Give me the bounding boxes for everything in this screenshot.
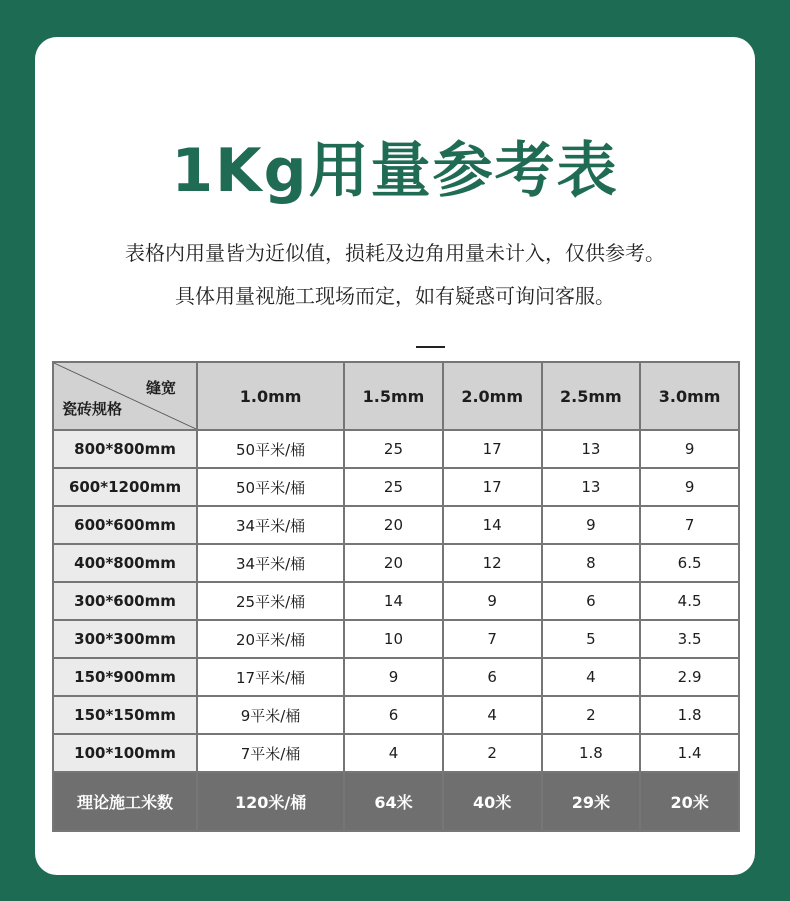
usage-value-cell: 50平米/桶 <box>198 469 343 505</box>
table-row <box>54 431 738 467</box>
header-cell: 1.0mm <box>198 363 343 429</box>
table-row <box>54 621 738 657</box>
usage-value-cell: 6.5 <box>641 545 738 581</box>
table-row <box>54 735 738 771</box>
usage-value-cell: 13 <box>543 431 640 467</box>
table-row <box>54 583 738 619</box>
usage-value-cell: 9 <box>543 507 640 543</box>
footer-value-cell: 40米 <box>444 773 541 830</box>
usage-value-cell: 17平米/桶 <box>198 659 343 695</box>
table-row <box>54 469 738 505</box>
usage-value-cell: 20平米/桶 <box>198 621 343 657</box>
tile-spec-cell: 100*100mm <box>54 735 196 771</box>
usage-value-cell: 5 <box>543 621 640 657</box>
usage-value-cell: 4 <box>345 735 442 771</box>
table-footer-row <box>54 773 738 830</box>
divider <box>416 346 445 348</box>
usage-value-cell: 4 <box>543 659 640 695</box>
usage-value-cell: 25 <box>345 469 442 505</box>
usage-value-cell: 34平米/桶 <box>198 545 343 581</box>
usage-value-cell: 6 <box>444 659 541 695</box>
tile-spec-cell: 150*900mm <box>54 659 196 695</box>
subtitle-line-2: 具体用量视施工现场而定，如有疑惑可询问客服。 <box>175 284 615 308</box>
tile-spec-cell: 300*300mm <box>54 621 196 657</box>
usage-value-cell: 1.8 <box>641 697 738 733</box>
footer-value-cell: 20米 <box>641 773 738 830</box>
footer-label-cell: 理论施工米数 <box>54 773 196 830</box>
usage-value-cell: 2.9 <box>641 659 738 695</box>
tile-spec-cell: 400*800mm <box>54 545 196 581</box>
tile-spec-cell: 800*800mm <box>54 431 196 467</box>
usage-value-cell: 50平米/桶 <box>198 431 343 467</box>
usage-value-cell: 6 <box>345 697 442 733</box>
tile-spec-cell: 300*600mm <box>54 583 196 619</box>
usage-value-cell: 9 <box>641 431 738 467</box>
header-corner-cell <box>54 363 196 429</box>
usage-value-cell: 7 <box>641 507 738 543</box>
table-row <box>54 659 738 695</box>
footer-value-cell: 120米/桶 <box>198 773 343 830</box>
usage-value-cell: 2 <box>444 735 541 771</box>
usage-value-cell: 4 <box>444 697 541 733</box>
usage-value-cell: 1.4 <box>641 735 738 771</box>
usage-value-cell: 17 <box>444 469 541 505</box>
table-header-row <box>54 363 738 429</box>
table-row <box>54 545 738 581</box>
tile-spec-cell: 150*150mm <box>54 697 196 733</box>
subtitle-line-1: 表格内用量皆为近似值，损耗及边角用量未计入，仅供参考。 <box>125 241 665 265</box>
usage-value-cell: 9 <box>345 659 442 695</box>
usage-value-cell: 10 <box>345 621 442 657</box>
usage-value-cell: 7平米/桶 <box>198 735 343 771</box>
usage-value-cell: 1.8 <box>543 735 640 771</box>
usage-value-cell: 14 <box>444 507 541 543</box>
usage-value-cell: 14 <box>345 583 442 619</box>
page-title: 1Kg用量参考表 <box>171 136 619 206</box>
usage-value-cell: 2 <box>543 697 640 733</box>
usage-table <box>52 361 740 832</box>
tile-spec-cell: 600*600mm <box>54 507 196 543</box>
tile-spec-label: 瓷砖规格 <box>62 400 123 418</box>
usage-value-cell: 17 <box>444 431 541 467</box>
usage-value-cell: 20 <box>345 545 442 581</box>
usage-value-cell: 25 <box>345 431 442 467</box>
usage-value-cell: 3.5 <box>641 621 738 657</box>
header-cell: 2.5mm <box>543 363 640 429</box>
usage-value-cell: 6 <box>543 583 640 619</box>
joint-width-label: 缝宽 <box>146 379 177 397</box>
table-row <box>54 507 738 543</box>
tile-spec-cell: 600*1200mm <box>54 469 196 505</box>
header-cell: 2.0mm <box>444 363 541 429</box>
usage-value-cell: 7 <box>444 621 541 657</box>
usage-value-cell: 12 <box>444 545 541 581</box>
usage-value-cell: 8 <box>543 545 640 581</box>
usage-value-cell: 9 <box>444 583 541 619</box>
footer-value-cell: 29米 <box>543 773 640 830</box>
usage-value-cell: 9 <box>641 469 738 505</box>
usage-value-cell: 13 <box>543 469 640 505</box>
header-cell: 3.0mm <box>641 363 738 429</box>
header-cell: 1.5mm <box>345 363 442 429</box>
usage-value-cell: 4.5 <box>641 583 738 619</box>
footer-value-cell: 64米 <box>345 773 442 830</box>
usage-value-cell: 9平米/桶 <box>198 697 343 733</box>
table-row <box>54 697 738 733</box>
usage-value-cell: 20 <box>345 507 442 543</box>
usage-value-cell: 34平米/桶 <box>198 507 343 543</box>
usage-value-cell: 25平米/桶 <box>198 583 343 619</box>
